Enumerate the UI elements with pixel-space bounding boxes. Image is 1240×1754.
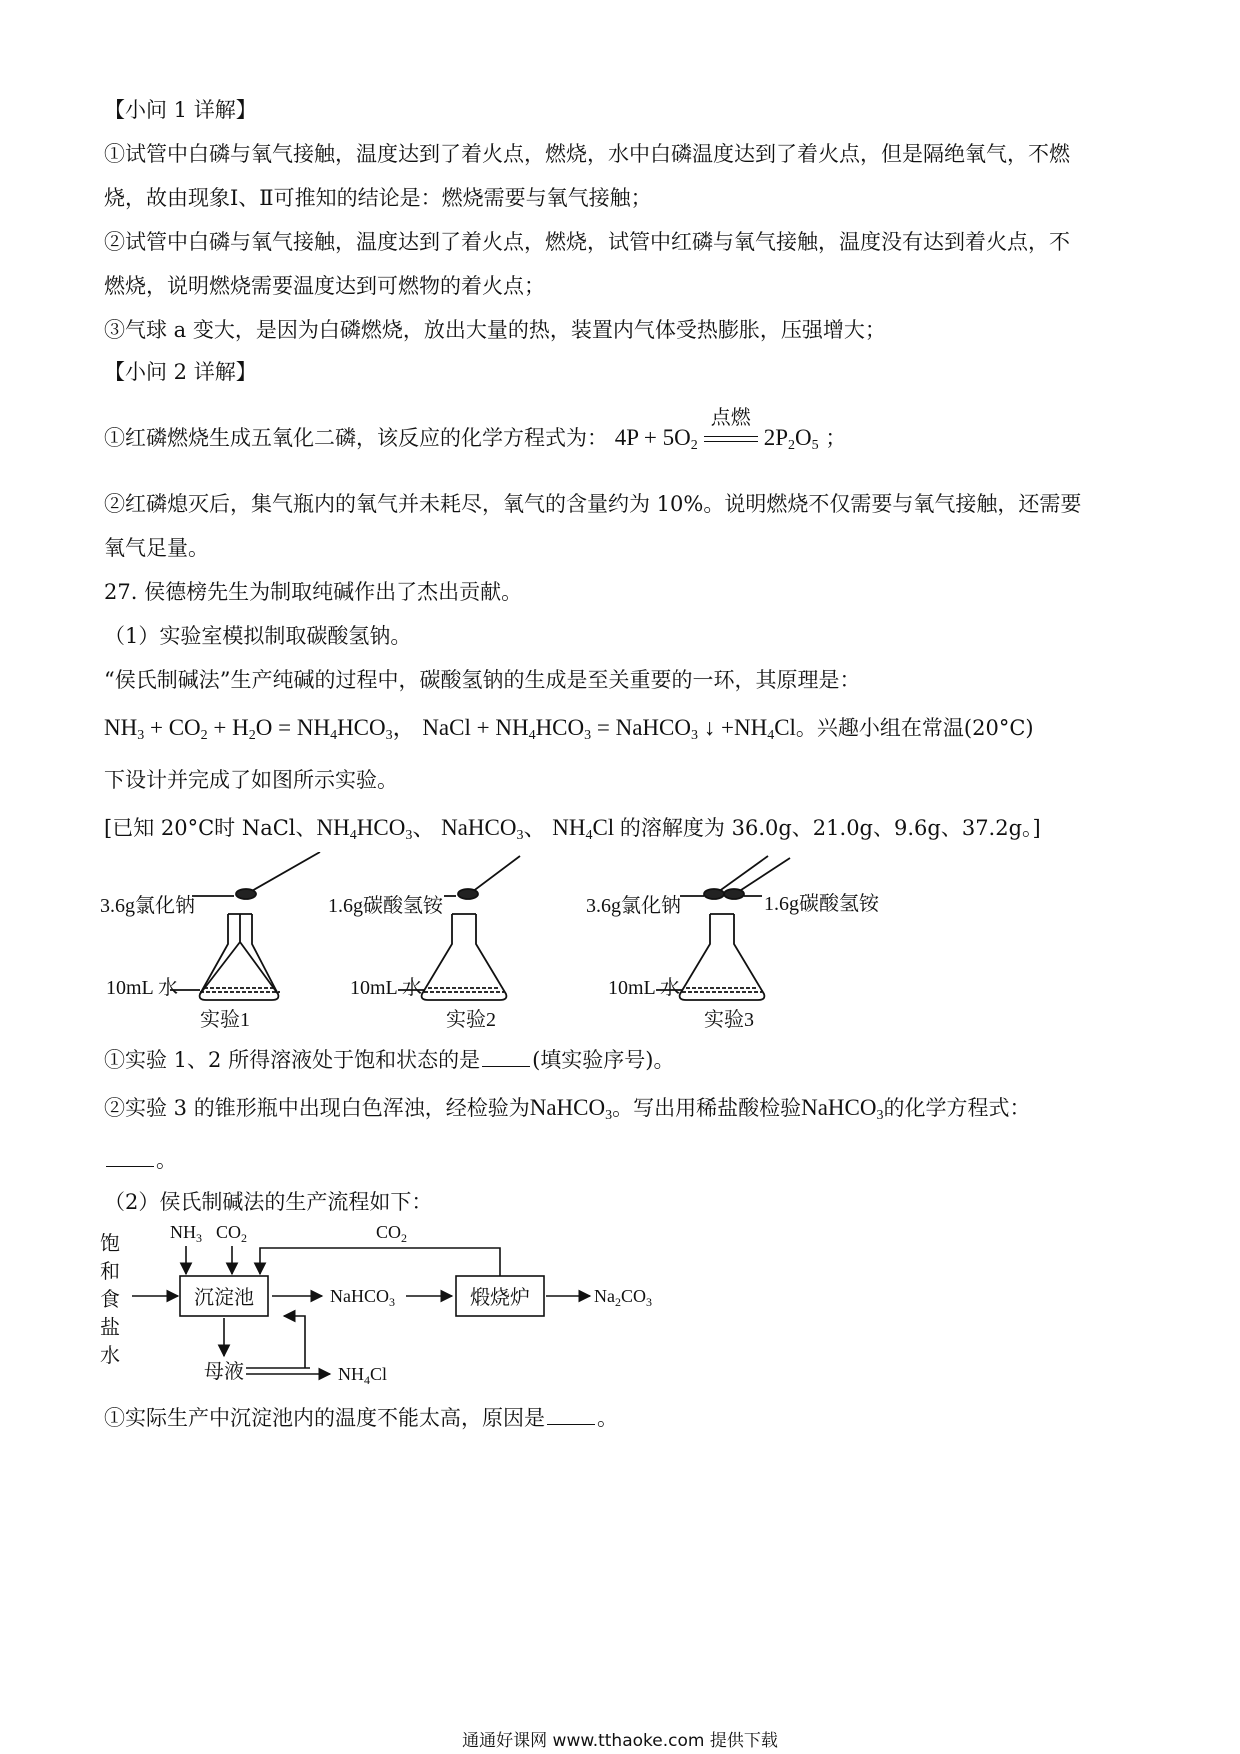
exp1-solid-label: 3.6g氯化钠 [100, 895, 195, 917]
reaction-equations [104, 714, 1034, 742]
equation-2: NaCl + $NH_4HCO_3$ = NaHCO$_3$ ↓ $+NH_4Cl$ [422, 715, 796, 743]
exp1-label: 实验1 [200, 1009, 250, 1031]
question-3: ①实际生产中沉淀池内的温度不能太高，原因是 。 [104, 1406, 618, 1430]
known-data: [已知 20°C时 NaCl、$NH_4HCO_3$、 NaHCO$_3$、 $NH_4Cl$ 的溶解度为 36.0g、21.0g、9.6g、37.2g。] [104, 815, 1041, 843]
paragraph-line: ①试管中白磷与氧气接触，温度达到了着火点，燃烧，水中白磷温度达到了着火点，但是隔绝氧气，不燃 [104, 142, 1070, 166]
mother-liquor-label: 母液 [204, 1359, 244, 1383]
svg-text:饱: 饱 [100, 1231, 120, 1255]
equation-line [104, 406, 847, 454]
exp3-label: 实验3 [704, 1009, 754, 1031]
question-2-answer: 。 [104, 1146, 177, 1174]
paragraph-line: ②试管中白磷与氧气接触，温度达到了着火点，燃烧，试管中红磷与氧气接触，温度没有达到着火点，不 [104, 230, 1070, 254]
nh3-label: $NH_3$ [170, 1222, 202, 1245]
experiment-1 [170, 852, 320, 1000]
paragraph-line: 氧气足量。 [104, 536, 209, 560]
nh4cl-label: $NH_4Cl$ [338, 1364, 388, 1387]
svg-text:水: 水 [100, 1343, 120, 1367]
question-title: 27. 侯德榜先生为制取纯碱作出了杰出贡献。 [104, 580, 523, 604]
exp2-label: 实验2 [446, 1009, 496, 1031]
question-1: ①实验 1、2 所得溶液处于饱和状态的是 (填实验序号)。 [104, 1048, 675, 1072]
exp2-solid-label: 1.6g碳酸氢铵 [328, 895, 443, 917]
subquestion-1: （1）实验室模拟制取碳酸氢钠。 [104, 624, 412, 648]
exp3-solid-label: 3.6g氯化钠 [586, 895, 681, 917]
answer-blank[interactable] [547, 1406, 595, 1425]
subquestion-2: （2）侯氏制碱法的生产流程如下： [104, 1190, 433, 1214]
production-flowchart [100, 1218, 680, 1398]
co2-label-in: $CO_2$ [216, 1222, 248, 1245]
na2co3-label: $Na_2CO_3$ [594, 1286, 653, 1309]
exp1-water-label: 10mL 水 [106, 977, 179, 999]
paragraph-line: 燃烧，说明燃烧需要温度达到可燃物的着火点； [104, 274, 545, 298]
paragraph-line: 烧，故由现象Ⅰ、Ⅱ可推知的结论是：燃烧需要与氧气接触； [104, 186, 652, 210]
equation-suffix: ； [825, 426, 847, 450]
exp3-solid2-label: 1.6g碳酸氢铵 [764, 893, 879, 915]
svg-text:和: 和 [100, 1259, 120, 1283]
paragraph-line: ②红磷熄灭后，集气瓶内的氧气并未耗尽，氧气的含量约为 10%。说明燃烧不仅需要与氧气接触，还需要 [104, 492, 1082, 516]
equation-prefix: ①红磷燃烧生成五氧化二磷，该反应的化学方程式为： [104, 426, 608, 450]
equation-1: $NH_3 + CO_2 + H_2O = NH_4HCO_3$， [104, 715, 416, 743]
paragraph-line: “侯氏制碱法”生产纯碱的过程中，碳酸氢钠的生成是至关重要的一环，其原理是： [104, 668, 861, 692]
equation-tail: 。兴趣小组在常温(20°C) [795, 716, 1034, 740]
tank-label: 沉淀池 [194, 1285, 254, 1309]
section-header-1: 【小问 1 详解】 [104, 98, 257, 122]
nahco3-label: NaHCO$_3$ [330, 1286, 395, 1309]
page-footer: 通通好课网 www.tthaoke.com 提供下载 [462, 1731, 778, 1751]
paragraph-line: 下设计并完成了如图所示实验。 [104, 768, 398, 792]
exp2-water-label: 10mL 水 [350, 977, 423, 999]
input-label [100, 1231, 120, 1367]
chemical-equation: $4P + 5O_2$ 点燃 $2P_2O_5$ [614, 406, 819, 453]
section-header-2: 【小问 2 详解】 [104, 360, 257, 384]
co2-recycle-label: $CO_2$ [376, 1222, 408, 1245]
furnace-label: 煅烧炉 [470, 1285, 530, 1309]
question-2: ②实验 3 的锥形瓶中出现白色浑浊，经检验为NaHCO$_3$。写出用稀盐酸检验NaHCO$_3$的化学方程式： [104, 1095, 1031, 1123]
reaction-condition: 点燃 [702, 426, 760, 454]
answer-blank[interactable] [482, 1048, 530, 1067]
svg-text:食: 食 [100, 1287, 120, 1311]
svg-text:盐: 盐 [100, 1315, 120, 1339]
answer-blank[interactable] [106, 1148, 154, 1167]
experiment-figure [100, 852, 1000, 1032]
exp3-water-label: 10mL 水 [608, 977, 681, 999]
paragraph-line: ③气球 a 变大，是因为白磷燃烧，放出大量的热，装置内气体受热膨胀，压强增大； [104, 318, 886, 342]
